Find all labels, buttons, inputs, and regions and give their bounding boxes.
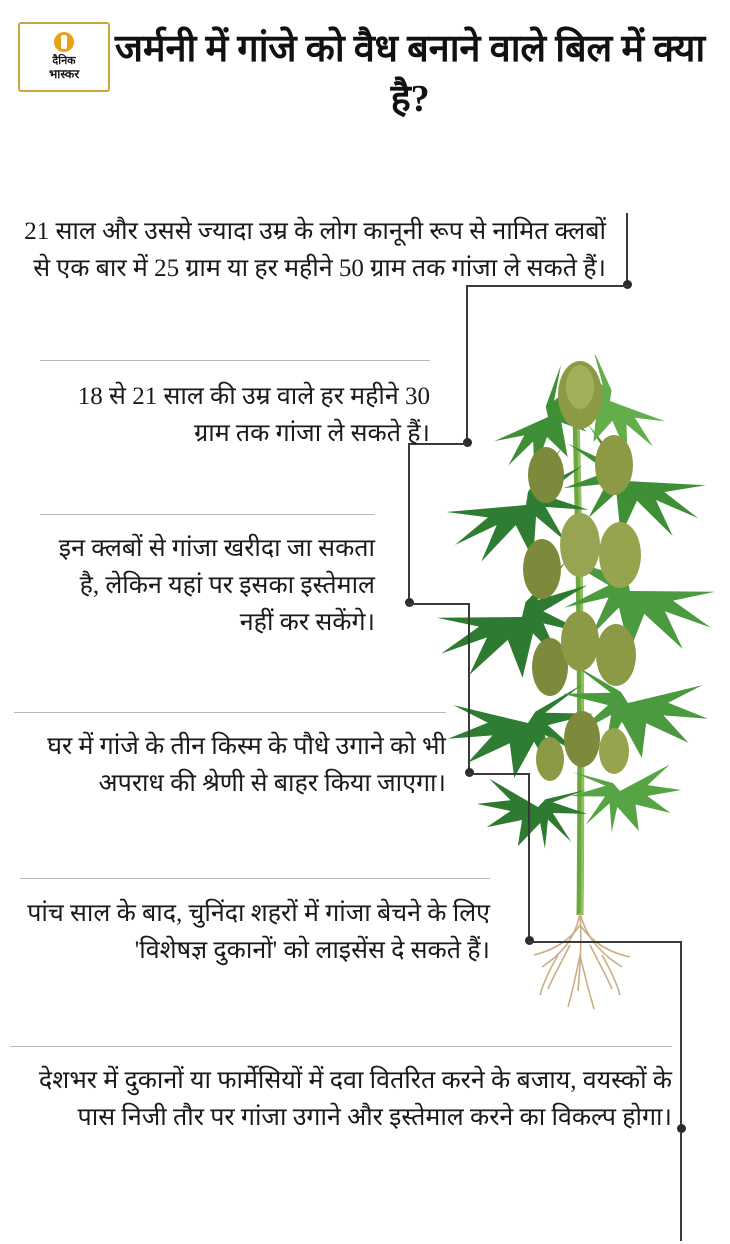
connector-rail-5b — [528, 941, 682, 943]
connector-rail-4 — [468, 603, 470, 773]
fact-item-6: देशभर में दुकानों या फार्मेसियों में दवा वितरित करने के बजाय, वयस्कों के पास निजी तौर पर गांजा उगाने और इस्तेमाल करने का विकल्प होगा। — [38, 1067, 672, 1131]
fact-divider-4 — [20, 878, 490, 879]
bhaskar-logo — [18, 22, 110, 92]
bhaskar-logo-icon — [54, 32, 74, 52]
connector-rail-5 — [528, 773, 530, 941]
connector-rail-3 — [408, 443, 410, 603]
connector-rail-2 — [466, 285, 468, 443]
header — [0, 0, 730, 178]
fact-divider-1 — [40, 360, 430, 361]
fact-divider-2 — [40, 514, 375, 515]
fact-item-2: 18 से 21 साल की उम्र वाले हर महीने 30 ग्राम तक गांजा ले सकते हैं। — [77, 383, 430, 447]
fact-item-1: 21 साल और उससे ज्यादा उम्र के लोग कानूनी रूप से नामित क्लबों से एक बार में 25 ग्राम या हर महीने 50 ग्राम तक गांजा ले सकते हैं। — [24, 218, 606, 282]
connector-rail-6 — [680, 941, 682, 1241]
connector-rail-1 — [626, 213, 628, 285]
connector-rail-3b — [408, 603, 470, 605]
fact-item-4: घर में गांजे के तीन किस्म के पौधे उगाने को भी अपराध की श्रेणी से बाहर किया जाएगा। — [47, 733, 446, 797]
fact-divider-3 — [14, 712, 446, 713]
fact-divider-5 — [10, 1046, 672, 1047]
fact-item-5: पांच साल के बाद, चुनिंदा शहरों में गांजा बेचने के लिए 'विशेषज्ञ दुकानों' को लाइसेंस दे सकते हैं। — [27, 900, 490, 964]
logo-line-2: भास्कर — [48, 66, 80, 81]
fact-item-3: इन क्लबों से गांजा खरीदा जा सकता है, लेकिन यहां पर इसका इस्तेमाल नहीं कर सकेंगे। — [58, 535, 375, 636]
connector-rail-4b — [468, 773, 530, 775]
connector-dot-6 — [677, 1124, 686, 1133]
logo-line-1: दैनिक — [52, 55, 76, 68]
page-title: जर्मनी में गांजे को वैध बनाने वाले बिल में क्या है? — [114, 28, 706, 121]
